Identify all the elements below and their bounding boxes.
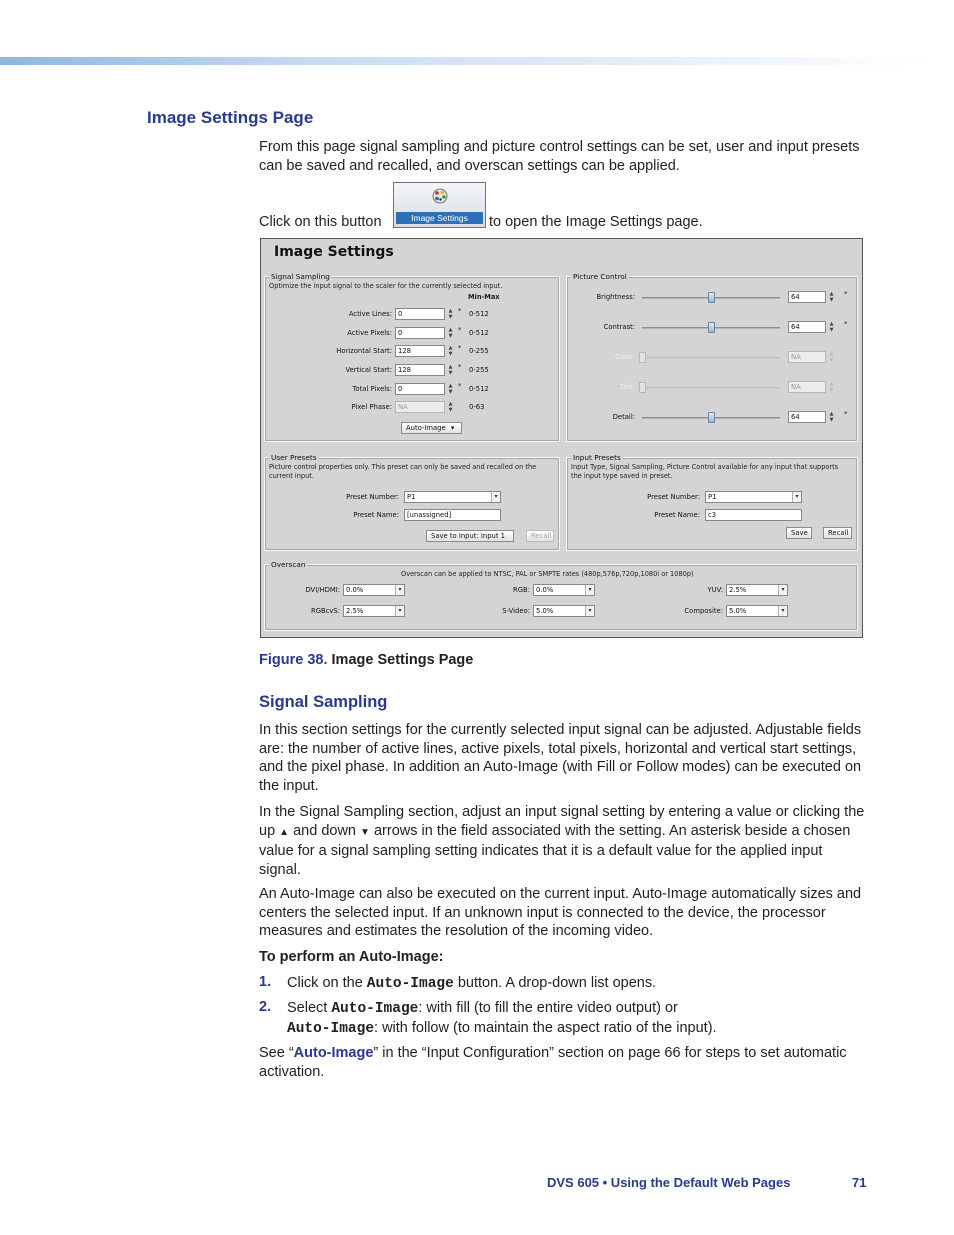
rgbcvs-select[interactable] xyxy=(343,605,405,617)
picture-control-default-star: * xyxy=(844,410,848,418)
picture-control-value-input[interactable]: 64 xyxy=(788,411,826,423)
input-presets-legend: Input Presets xyxy=(573,453,621,462)
picture-control-slider-thumb[interactable] xyxy=(708,412,715,423)
footer-title: DVS 605 • Using the Default Web Pages xyxy=(547,1175,791,1190)
paragraph-2-text-c: arrows in the field associated with the setting. An asterisk beside a chosen value for a signal sampling setting indicates that it is a default value for the applied input signal. xyxy=(259,822,851,878)
user-preset-number-label: Preset Number: xyxy=(346,493,399,501)
see-also-pre: See “ xyxy=(259,1045,294,1061)
picture-control-value-input[interactable]: NA xyxy=(788,351,826,363)
step-1-pre: Click on the xyxy=(287,975,363,991)
horizontal-start-label: Horizontal Start: xyxy=(336,347,392,355)
see-also-post: ” in the “Input Configuration” section on page 66 for steps to set automatic activation. xyxy=(259,1045,847,1080)
chevron-down-icon: ▾ xyxy=(792,492,801,502)
picture-control-legend: Picture Control xyxy=(573,272,627,281)
pixel-phase-spinner[interactable]: ▲ ▼ xyxy=(448,401,453,413)
image-settings-button[interactable] xyxy=(393,182,486,228)
vertical-start-input[interactable]: 128 xyxy=(395,364,445,376)
picture-control-panel xyxy=(566,272,858,442)
dvi-hdmi-select[interactable] xyxy=(343,584,405,596)
total-pixels-default-star: * xyxy=(458,382,462,390)
picture-control-label: Detail: xyxy=(612,413,635,421)
horizontal-start-range: 0-255 xyxy=(469,347,489,355)
composite-label: Composite: xyxy=(684,607,723,615)
s-video-label: S-Video: xyxy=(502,607,530,615)
signal-sampling-description: Optimize the input signal to the scaler for the currently selected input. xyxy=(269,282,503,290)
horizontal-start-default-star: * xyxy=(458,344,462,352)
page-heading: Image Settings Page xyxy=(147,108,314,127)
overscan-legend: Overscan xyxy=(271,560,306,569)
signal-sampling-legend: Signal Sampling xyxy=(271,272,330,281)
color-palette-icon xyxy=(431,187,449,205)
image-settings-button-label: Image Settings xyxy=(396,212,483,224)
s-video-value: 5.0% xyxy=(536,607,554,615)
overscan-panel xyxy=(264,560,858,631)
paragraph-3: An Auto-Image can also be executed on the current input. Auto-Image automatically sizes and centers the selected input. If an unknown input is connected to the device, the processor measures and estimates the resolution of the incoming video. xyxy=(259,886,862,939)
composite-select[interactable] xyxy=(726,605,788,617)
picture-control-slider-thumb[interactable] xyxy=(639,352,646,363)
picture-control-value-input[interactable]: 64 xyxy=(788,321,826,333)
picture-control-label: Contrast: xyxy=(603,323,635,331)
dvi-hdmi-label: DVI/HDMI: xyxy=(305,586,340,594)
picture-control-slider-thumb[interactable] xyxy=(639,382,646,393)
image-settings-screenshot xyxy=(260,238,863,638)
procedure-title: To perform an Auto-Image: xyxy=(259,949,444,965)
picture-control-slider-track[interactable] xyxy=(642,357,780,359)
step-1-post: button. A drop-down list opens. xyxy=(457,975,657,991)
picture-control-spinner[interactable]: ▲ ▼ xyxy=(829,321,834,333)
picture-control-value-input[interactable]: 64 xyxy=(788,291,826,303)
picture-control-label: Color: xyxy=(615,353,635,361)
step-1-text xyxy=(287,974,867,994)
chevron-down-icon: ▾ xyxy=(395,585,404,595)
picture-control-spinner[interactable]: ▲ ▼ xyxy=(829,381,834,393)
paragraph-2-text-a: In the Signal Sampling section, adjust an input signal setting by entering a value or clicking the up xyxy=(259,804,865,839)
active-pixels-spinner[interactable]: ▲ ▼ xyxy=(448,327,453,339)
down-arrow-icon: ▼ xyxy=(360,826,370,838)
chevron-down-icon: ▾ xyxy=(778,585,787,595)
picture-control-slider-thumb[interactable] xyxy=(708,292,715,303)
pixel-phase-label: Pixel Phase: xyxy=(351,403,392,411)
dvi-hdmi-value: 0.0% xyxy=(346,586,364,594)
intro-paragraph: From this page signal sampling and picture control settings can be set, user and input presets can be saved and recalled, and overscan settings can be applied. xyxy=(259,139,860,174)
step-2-pre: Select xyxy=(287,1000,328,1016)
picture-control-value-input[interactable]: NA xyxy=(788,381,826,393)
yuv-label: YUV: xyxy=(707,586,723,594)
total-pixels-label: Total Pixels: xyxy=(352,385,392,393)
horizontal-start-spinner[interactable]: ▲ ▼ xyxy=(448,345,453,357)
user-recall-button[interactable]: Recall xyxy=(526,530,554,542)
signal-sampling-panel xyxy=(264,272,560,442)
save-to-input-button[interactable]: Save to Input: Input 1 xyxy=(426,530,514,542)
user-preset-name-input[interactable]: [unassigned] xyxy=(404,509,501,521)
figure-number: Figure 38. xyxy=(259,652,328,668)
up-arrow-icon: ▲ xyxy=(279,826,290,838)
pixel-phase-range: 0-63 xyxy=(469,403,485,411)
active-lines-range: 0-512 xyxy=(469,310,489,318)
input-save-button[interactable]: Save xyxy=(786,527,812,539)
rgbcvs-value: 2.5% xyxy=(346,607,364,615)
step-2-post: : with fill (to fill the entire video output) or xyxy=(418,1000,678,1016)
input-preset-number-select[interactable] xyxy=(705,491,802,503)
active-lines-label: Active Lines: xyxy=(348,310,392,318)
picture-control-slider-thumb[interactable] xyxy=(708,322,715,333)
input-preset-number-label: Preset Number: xyxy=(647,493,700,501)
figure-title: Image Settings Page xyxy=(331,652,474,668)
rgb-label: RGB: xyxy=(513,586,530,594)
rgb-value: 0.0% xyxy=(536,586,554,594)
rgbcvs-label: RGBcvS: xyxy=(310,607,340,615)
input-preset-name-input[interactable]: c3 xyxy=(705,509,802,521)
chevron-down-icon: ▾ xyxy=(491,492,500,502)
paragraph-2 xyxy=(259,803,865,879)
chevron-down-icon: ▾ xyxy=(585,585,594,595)
active-pixels-range: 0-512 xyxy=(469,329,489,337)
paragraph-1: In this section settings for the currently selected input signal can be adjusted. Adjustable fields are: the number of active lines, active pixels, total pixels, horizontal and vertical start settings, and the pixel phase. In addition an Auto-Image (with Fill or Follow modes) can be executed on the input. xyxy=(259,722,862,794)
active-pixels-label: Active Pixels: xyxy=(347,329,392,337)
active-pixels-default-star: * xyxy=(458,326,462,334)
yuv-select[interactable] xyxy=(726,584,788,596)
picture-control-label: Brightness: xyxy=(596,293,635,301)
active-lines-default-star: * xyxy=(458,307,462,315)
pixel-phase-input[interactable]: NA xyxy=(395,401,445,413)
overscan-description: Overscan can be applied to NTSC, PAL or SMPTE rates (480p,576p,720p,1080i or 1080p) xyxy=(401,570,694,578)
yuv-value: 2.5% xyxy=(729,586,747,594)
chevron-down-icon: ▾ xyxy=(450,424,455,432)
click-prefix: Click on this button xyxy=(259,214,382,230)
picture-control-slider-track[interactable] xyxy=(642,387,780,389)
step-2-code: Auto-Image xyxy=(331,1001,419,1017)
step-1-number: 1. xyxy=(259,974,272,990)
step-2-number: 2. xyxy=(259,999,272,1015)
input-presets-description: Input Type, Signal Sampling, Picture Control available for any input that supports the input type saved in preset. xyxy=(571,463,839,480)
picture-control-spinner[interactable]: ▲ ▼ xyxy=(829,291,834,303)
input-recall-button[interactable]: Recall xyxy=(823,527,852,539)
vertical-start-default-star: * xyxy=(458,363,462,371)
min-max-header: Min-Max xyxy=(468,293,500,301)
auto-image-button-label: Auto-Image xyxy=(406,424,446,432)
input-preset-number-value: P1 xyxy=(708,493,717,501)
step-2-text xyxy=(287,999,867,1039)
header-accent-bar xyxy=(0,57,930,65)
user-presets-legend: User Presets xyxy=(271,453,317,462)
page-number: 71 xyxy=(852,1175,867,1190)
picture-control-label: Tint: xyxy=(619,383,635,391)
active-pixels-input[interactable]: 0 xyxy=(395,327,445,339)
click-suffix: to open the Image Settings page. xyxy=(489,214,703,230)
active-lines-spinner[interactable]: ▲ ▼ xyxy=(448,308,453,320)
chevron-down-icon: ▾ xyxy=(585,606,594,616)
chevron-down-icon: ▾ xyxy=(395,606,404,616)
step-2-post-2: : with follow (to maintain the aspect ratio of the input). xyxy=(374,1020,717,1036)
section-heading: Signal Sampling xyxy=(259,693,388,711)
vertical-start-range: 0-255 xyxy=(469,366,489,374)
total-pixels-spinner[interactable]: ▲ ▼ xyxy=(448,383,453,395)
rgb-select[interactable] xyxy=(533,584,595,596)
user-preset-number-value: P1 xyxy=(407,493,416,501)
picture-control-spinner[interactable]: ▲ ▼ xyxy=(829,411,834,423)
total-pixels-range: 0-512 xyxy=(469,385,489,393)
horizontal-start-input[interactable]: 128 xyxy=(395,345,445,357)
total-pixels-input[interactable]: 0 xyxy=(395,383,445,395)
active-lines-input[interactable]: 0 xyxy=(395,308,445,320)
input-preset-name-label: Preset Name: xyxy=(654,511,700,519)
user-presets-panel xyxy=(264,453,560,551)
auto-image-button[interactable] xyxy=(401,422,462,434)
paragraph-2-text-b: and down xyxy=(293,822,356,839)
s-video-select[interactable] xyxy=(533,605,595,617)
figure-caption xyxy=(259,652,473,668)
picture-control-default-star: * xyxy=(844,290,848,298)
picture-control-default-star: * xyxy=(844,320,848,328)
user-preset-number-select[interactable] xyxy=(404,491,501,503)
picture-control-spinner[interactable]: ▲ ▼ xyxy=(829,351,834,363)
screenshot-title: Image Settings xyxy=(274,244,394,260)
see-also xyxy=(259,1044,865,1081)
composite-value: 5.0% xyxy=(729,607,747,615)
vertical-start-spinner[interactable]: ▲ ▼ xyxy=(448,364,453,376)
step-2-code-2: Auto-Image xyxy=(287,1021,375,1037)
user-preset-name-label: Preset Name: xyxy=(353,511,399,519)
user-presets-description: Picture control properties only. This preset can only be saved and recalled on the current input. xyxy=(269,463,537,480)
auto-image-link[interactable]: Auto-Image xyxy=(293,1045,374,1061)
step-1-code: Auto-Image xyxy=(366,976,454,992)
vertical-start-label: Vertical Start: xyxy=(345,366,392,374)
input-presets-panel xyxy=(566,453,858,551)
chevron-down-icon: ▾ xyxy=(778,606,787,616)
